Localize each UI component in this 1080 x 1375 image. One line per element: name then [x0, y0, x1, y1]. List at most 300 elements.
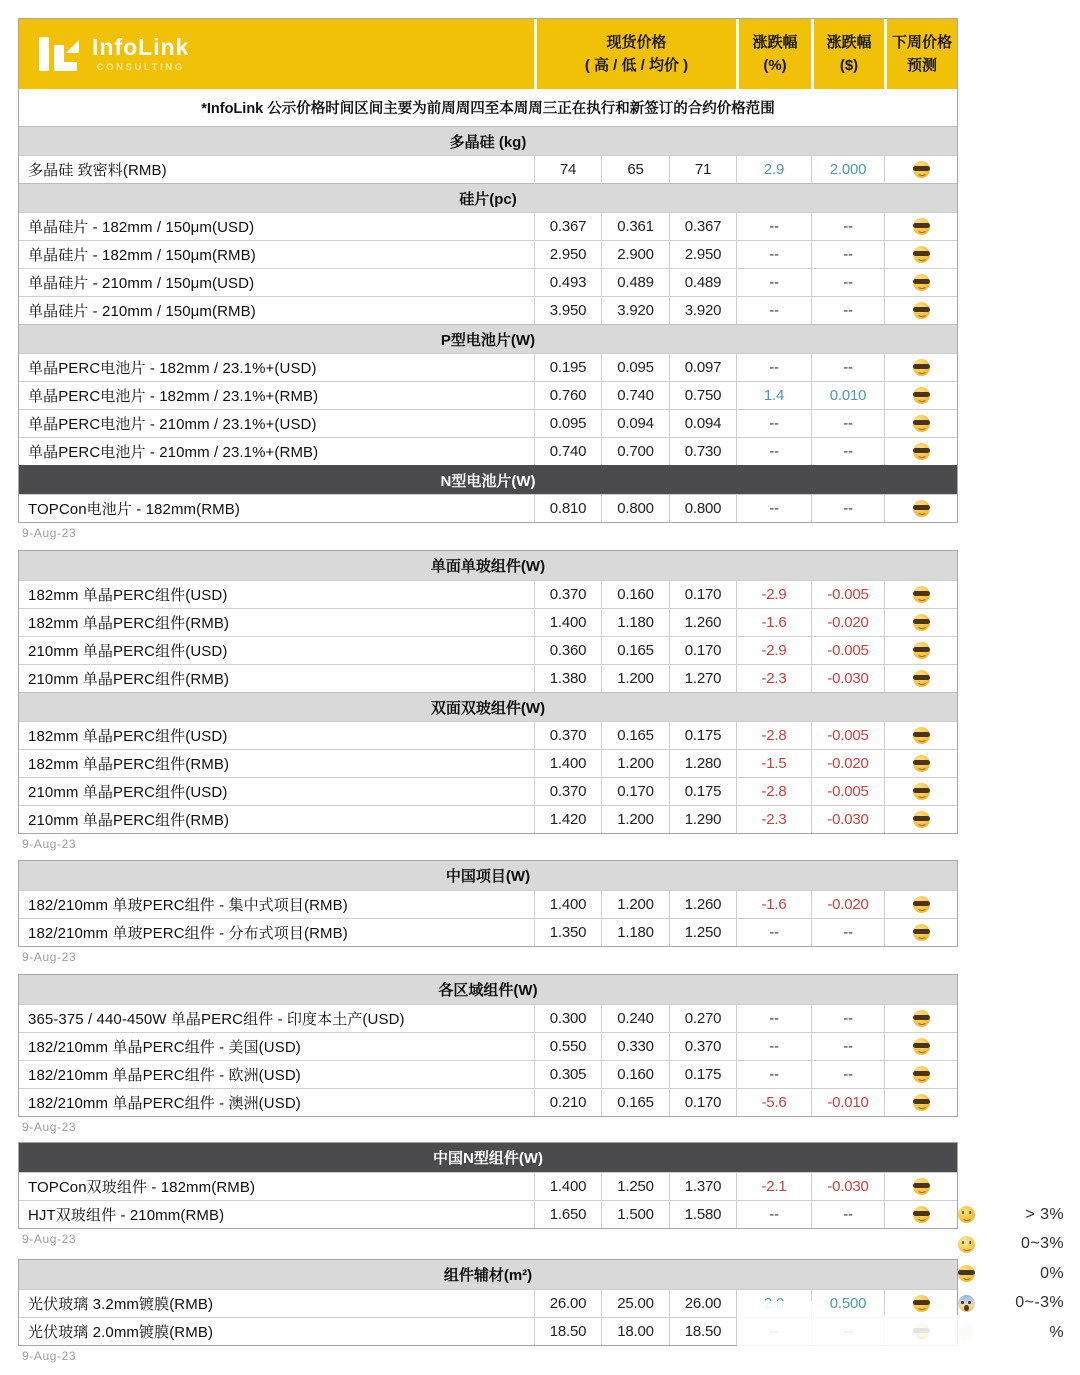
change-usd-cell: -- [811, 495, 884, 522]
change-usd-cell: -- [811, 213, 884, 240]
sunglasses-face-icon [913, 896, 930, 913]
change-usd-cell: -0.020 [811, 750, 884, 777]
price-high-cell: 2.950 [534, 241, 601, 268]
change-pct-cell: -- [736, 1005, 811, 1032]
forecast-cell [884, 1005, 957, 1032]
sunglasses-face-icon [913, 302, 930, 319]
change-usd-cell: -0.030 [811, 1173, 884, 1200]
price-low-cell: 0.330 [601, 1033, 669, 1060]
table-row [19, 1060, 957, 1088]
sunglasses-face-icon [913, 359, 930, 376]
table-row [19, 636, 957, 664]
table-row [19, 268, 957, 296]
price-avg-cell: 1.270 [669, 665, 736, 692]
price-avg-cell: 18.50 [669, 1318, 736, 1345]
legend-label: > 3% [1025, 1205, 1064, 1223]
price-avg-cell: 0.170 [669, 637, 736, 664]
sunglasses-face-icon [913, 1094, 930, 1111]
table-row [19, 353, 957, 381]
section-header: 组件辅材(m²) [19, 1260, 957, 1289]
product-label: 单晶PERC电池片 - 182mm / 23.1%+(USD) [28, 360, 317, 377]
sunglasses-face-icon [913, 783, 930, 800]
price-low-cell: 1.200 [601, 750, 669, 777]
sunglasses-face-icon [913, 727, 930, 744]
sunglasses-face-icon [913, 218, 930, 235]
price-low-cell: 2.900 [601, 241, 669, 268]
section-header: 单面单玻组件(W) [19, 551, 957, 580]
sunglasses-face-icon [913, 924, 930, 941]
price-high-cell: 18.50 [534, 1318, 601, 1345]
price-high-cell: 1.400 [534, 609, 601, 636]
table-row [19, 494, 957, 522]
price-low-cell: 1.180 [601, 609, 669, 636]
table-row [19, 1200, 957, 1228]
sunglasses-face-icon [913, 161, 930, 178]
price-avg-cell: 1.260 [669, 609, 736, 636]
white-overlay [737, 1301, 812, 1348]
forecast-sublabel: 预测 [906, 57, 937, 74]
forecast-cell [884, 1201, 957, 1228]
price-high-cell: 0.360 [534, 637, 601, 664]
product-label: 182mm 单晶PERC组件(USD) [28, 587, 228, 604]
infolink-logo [39, 35, 189, 73]
product-label: 单晶PERC电池片 - 210mm / 23.1%+(RMB) [28, 444, 319, 461]
change-usd-cell: -- [811, 1005, 884, 1032]
price-high-cell: 0.493 [534, 269, 601, 296]
price-avg-cell: 0.489 [669, 269, 736, 296]
price-high-cell: 0.195 [534, 354, 601, 381]
note-row: *InfoLink 公示价格时间区间主要为前周周四至本周周三正在执行和新签订的合约价格范围 [19, 89, 957, 126]
price-high-cell: 0.740 [534, 438, 601, 465]
module-price-table [18, 550, 958, 834]
change-pct-cell: -- [736, 1201, 811, 1228]
change-usd-unit: ($) [839, 57, 859, 74]
change-usd-cell: -0.030 [811, 806, 884, 833]
forecast-cell [884, 722, 957, 749]
date-watermark: 9-Aug-23 [22, 526, 77, 540]
change-pct-cell: -5.6 [736, 1089, 811, 1116]
forecast-cell [884, 297, 957, 324]
sunglasses-face-icon [913, 1066, 930, 1083]
change-pct-label: 涨跌幅 [752, 33, 798, 51]
change-pct-cell: -- [736, 241, 811, 268]
price-low-cell: 0.094 [601, 410, 669, 437]
brand-subtitle: CONSULTING [96, 61, 185, 73]
forecast-cell [884, 438, 957, 465]
product-label: 182/210mm 单晶PERC组件 - 澳洲(USD) [28, 1095, 301, 1112]
price-avg-cell: 0.800 [669, 495, 736, 522]
product-label: 光伏玻璃 3.2mm镀膜(RMB) [28, 1296, 214, 1313]
section-header: N型电池片(W) [19, 465, 957, 494]
change-usd-cell: -- [811, 297, 884, 324]
column-header-forecast [884, 19, 957, 89]
price-low-cell: 1.180 [601, 919, 669, 946]
table-row [19, 296, 957, 324]
price-high-cell: 0.300 [534, 1005, 601, 1032]
date-watermark: 9-Aug-23 [22, 950, 77, 964]
forecast-cell [884, 778, 957, 805]
table-row [19, 1032, 957, 1060]
table-row [19, 664, 957, 692]
section-header: 中国N型组件(W) [19, 1143, 957, 1172]
sunglasses-face-icon [913, 415, 930, 432]
price-sheet-content [18, 18, 958, 1372]
change-pct-cell: -- [736, 410, 811, 437]
price-high-cell: 74 [534, 156, 601, 183]
forecast-cell [884, 1089, 957, 1116]
sunglasses-face-icon [913, 1010, 930, 1027]
forecast-label: 下周价格 [891, 33, 952, 51]
price-low-cell: 0.095 [601, 354, 669, 381]
change-pct-unit: (%) [763, 57, 787, 74]
date-watermark: 9-Aug-23 [22, 837, 77, 851]
sunglasses-face-icon [913, 443, 930, 460]
table-row [19, 749, 957, 777]
price-avg-cell: 0.097 [669, 354, 736, 381]
price-avg-cell: 2.950 [669, 241, 736, 268]
table-row [19, 1289, 957, 1317]
table-row [19, 721, 957, 749]
price-high-cell: 3.950 [534, 297, 601, 324]
price-low-cell: 0.489 [601, 269, 669, 296]
table-row [19, 805, 957, 833]
spot-price-sublabel: ( 高 / 低 / 均价 ) [584, 57, 689, 74]
sunglasses-face-icon [913, 500, 930, 517]
change-pct-cell: -2.9 [736, 581, 811, 608]
product-label: 单晶硅片 - 182mm / 150μm(USD) [28, 219, 255, 236]
table-row [19, 608, 957, 636]
change-usd-cell: -- [811, 1201, 884, 1228]
price-avg-cell: 1.370 [669, 1173, 736, 1200]
product-label: 210mm 单晶PERC组件(USD) [28, 643, 228, 660]
change-usd-cell: -0.020 [811, 609, 884, 636]
price-avg-cell: 0.175 [669, 778, 736, 805]
price-high-cell: 0.370 [534, 581, 601, 608]
date-watermark: 9-Aug-23 [22, 1349, 77, 1363]
price-avg-cell: 3.920 [669, 297, 736, 324]
product-label: 182mm 单晶PERC组件(RMB) [28, 615, 230, 632]
price-low-cell: 1.250 [601, 1173, 669, 1200]
price-avg-cell: 1.250 [669, 919, 736, 946]
change-usd-cell: -- [811, 1033, 884, 1060]
change-usd-cell: -- [811, 410, 884, 437]
logo-text [92, 33, 190, 73]
price-avg-cell: 26.00 [669, 1290, 736, 1317]
forecast-cell [884, 1033, 957, 1060]
change-pct-cell: -2.9 [736, 637, 811, 664]
table-row [19, 381, 957, 409]
legend-item [958, 1259, 1064, 1289]
change-usd-cell: -- [811, 269, 884, 296]
price-low-cell: 18.00 [601, 1318, 669, 1345]
price-low-cell: 1.200 [601, 891, 669, 918]
product-label: 光伏玻璃 2.0mm镀膜(RMB) [28, 1324, 214, 1341]
change-usd-cell: -0.005 [811, 581, 884, 608]
change-usd-cell: -0.005 [811, 637, 884, 664]
product-label: 182/210mm 单玻PERC组件 - 集中式项目(RMB) [28, 897, 348, 914]
forecast-cell [884, 891, 957, 918]
product-label: 210mm 单晶PERC组件(USD) [28, 784, 228, 801]
table-row [19, 1088, 957, 1116]
legend-label: 0~-3% [1015, 1294, 1064, 1312]
price-high-cell: 1.380 [534, 665, 601, 692]
product-label: 210mm 单晶PERC组件(RMB) [28, 812, 230, 829]
date-watermark: 9-Aug-23 [22, 1232, 77, 1246]
sunglasses-face-icon [913, 246, 930, 263]
price-high-cell: 0.810 [534, 495, 601, 522]
sunglasses-face-icon [913, 586, 930, 603]
price-avg-cell: 0.094 [669, 410, 736, 437]
section-header: 各区域组件(W) [19, 975, 957, 1004]
price-avg-cell: 0.750 [669, 382, 736, 409]
price-high-cell: 1.650 [534, 1201, 601, 1228]
legend-item [958, 1200, 1064, 1230]
price-low-cell: 1.500 [601, 1201, 669, 1228]
change-usd-label: 涨跌幅 [826, 33, 872, 51]
forecast-cell [884, 354, 957, 381]
change-pct-cell: -1.6 [736, 891, 811, 918]
change-pct-cell: -- [736, 297, 811, 324]
table-row [19, 777, 957, 805]
change-pct-cell: -- [736, 213, 811, 240]
section-header: 中国项目(W) [19, 861, 957, 890]
price-low-cell: 0.740 [601, 382, 669, 409]
legend-item [958, 1289, 1064, 1319]
infolink-logo-icon [39, 35, 79, 73]
price-high-cell: 26.00 [534, 1290, 601, 1317]
forecast-cell [884, 241, 957, 268]
change-pct-cell: -2.3 [736, 665, 811, 692]
price-low-cell: 0.165 [601, 722, 669, 749]
forecast-cell [884, 213, 957, 240]
change-usd-cell: -- [811, 354, 884, 381]
price-low-cell: 0.160 [601, 581, 669, 608]
price-high-cell: 0.210 [534, 1089, 601, 1116]
section-header: 双面双玻组件(W) [19, 692, 957, 721]
table-row [19, 918, 957, 946]
china-ntype-table [18, 1142, 958, 1229]
table-row [19, 1172, 957, 1200]
section-header: 硅片(pc) [19, 183, 957, 212]
change-pct-cell: -1.6 [736, 609, 811, 636]
forecast-cell [884, 1061, 957, 1088]
forecast-cell [884, 382, 957, 409]
price-avg-cell: 0.367 [669, 213, 736, 240]
sunglasses-face-icon [913, 755, 930, 772]
price-low-cell: 65 [601, 156, 669, 183]
change-usd-cell: -0.010 [811, 1089, 884, 1116]
grin-face-icon [958, 1206, 975, 1223]
price-avg-cell: 0.175 [669, 722, 736, 749]
price-low-cell: 0.800 [601, 495, 669, 522]
smile-face-icon [958, 1236, 975, 1253]
price-high-cell: 1.400 [534, 1173, 601, 1200]
price-low-cell: 0.160 [601, 1061, 669, 1088]
forecast-cell [884, 806, 957, 833]
sunglasses-face-icon [913, 1295, 930, 1312]
price-high-cell: 0.550 [534, 1033, 601, 1060]
legend-item [958, 1230, 1064, 1260]
sunglasses-face-icon [913, 1178, 930, 1195]
price-low-cell: 0.170 [601, 778, 669, 805]
legend-label: 0% [1040, 1264, 1064, 1282]
product-label: 182/210mm 单晶PERC组件 - 美国(USD) [28, 1039, 301, 1056]
price-low-cell: 0.361 [601, 213, 669, 240]
header-brand-cell [19, 19, 534, 89]
change-pct-cell: -- [736, 1033, 811, 1060]
price-high-cell: 0.095 [534, 410, 601, 437]
column-header-change-pct [736, 19, 811, 89]
forecast-cell [884, 637, 957, 664]
table-row [19, 155, 957, 183]
change-pct-cell: -2.8 [736, 778, 811, 805]
change-pct-cell: -1.5 [736, 750, 811, 777]
main-price-table [18, 18, 958, 523]
change-usd-cell: -0.030 [811, 665, 884, 692]
change-pct-cell: -- [736, 354, 811, 381]
sunglasses-face-icon [913, 1038, 930, 1055]
table-row [19, 580, 957, 608]
forecast-cell [884, 750, 957, 777]
change-usd-cell: -- [811, 438, 884, 465]
change-usd-cell: -0.020 [811, 891, 884, 918]
spot-price-label: 现货价格 [606, 33, 667, 51]
change-usd-cell: 0.500 [811, 1290, 884, 1317]
white-overlay [812, 1315, 1043, 1348]
price-low-cell: 0.165 [601, 637, 669, 664]
price-high-cell: 0.760 [534, 382, 601, 409]
forecast-cell [884, 609, 957, 636]
product-label: 单晶PERC电池片 - 210mm / 23.1%+(USD) [28, 416, 317, 433]
sunglasses-face-icon [913, 811, 930, 828]
change-usd-cell: -0.005 [811, 778, 884, 805]
change-pct-cell: -2.8 [736, 722, 811, 749]
price-low-cell: 1.200 [601, 665, 669, 692]
price-avg-cell: 0.175 [669, 1061, 736, 1088]
sunglasses-face-icon [913, 387, 930, 404]
change-pct-cell: -- [736, 1061, 811, 1088]
product-label: HJT双玻组件 - 210mm(RMB) [28, 1207, 225, 1224]
price-high-cell: 0.370 [534, 722, 601, 749]
product-label: 182/210mm 单玻PERC组件 - 分布式项目(RMB) [28, 925, 348, 942]
price-avg-cell: 0.170 [669, 581, 736, 608]
price-high-cell: 1.350 [534, 919, 601, 946]
change-pct-cell: -- [736, 495, 811, 522]
product-label: 单晶硅片 - 210mm / 150μm(USD) [28, 275, 255, 292]
forecast-cell [884, 1290, 957, 1317]
forecast-cell [884, 156, 957, 183]
forecast-cell [884, 581, 957, 608]
product-label: 多晶硅 致密料(RMB) [28, 162, 167, 179]
sunglasses-face-icon [958, 1265, 975, 1282]
table-row [19, 240, 957, 268]
change-pct-cell: -- [736, 919, 811, 946]
column-header-change-usd [811, 19, 884, 89]
product-label: 210mm 单晶PERC组件(RMB) [28, 671, 230, 688]
price-low-cell: 3.920 [601, 297, 669, 324]
price-avg-cell: 71 [669, 156, 736, 183]
change-pct-cell: -2.1 [736, 1173, 811, 1200]
product-label: TOPCon双玻组件 - 182mm(RMB) [28, 1179, 256, 1196]
product-label: 单晶PERC电池片 - 182mm / 23.1%+(RMB) [28, 388, 319, 405]
price-high-cell: 1.400 [534, 891, 601, 918]
product-label: 365-375 / 440-450W 单晶PERC组件 - 印度本土产(USD) [28, 1011, 405, 1028]
price-low-cell: 0.165 [601, 1089, 669, 1116]
change-usd-cell: -- [811, 241, 884, 268]
table-row [19, 212, 957, 240]
price-high-cell: 1.400 [534, 750, 601, 777]
china-project-table [18, 860, 958, 947]
brand-name: InfoLink [92, 33, 190, 60]
forecast-cell [884, 410, 957, 437]
product-label: 单晶硅片 - 210mm / 150μm(RMB) [28, 303, 256, 320]
price-low-cell: 1.200 [601, 806, 669, 833]
change-pct-cell: 2.9 [736, 156, 811, 183]
product-label: 182/210mm 单晶PERC组件 - 欧洲(USD) [28, 1067, 301, 1084]
price-low-cell: 25.00 [601, 1290, 669, 1317]
change-usd-cell: -- [811, 1061, 884, 1088]
column-header-spot-price [534, 19, 736, 89]
regional-module-table [18, 974, 958, 1117]
price-high-cell: 1.420 [534, 806, 601, 833]
price-high-cell: 0.370 [534, 778, 601, 805]
change-pct-cell: 1.4 [736, 382, 811, 409]
forecast-cell [884, 495, 957, 522]
sunglasses-face-icon [913, 642, 930, 659]
product-label: TOPCon电池片 - 182mm(RMB) [28, 501, 240, 518]
change-usd-cell: -- [811, 919, 884, 946]
section-header: P型电池片(W) [19, 324, 957, 353]
change-usd-cell: -0.005 [811, 722, 884, 749]
forecast-cell [884, 1173, 957, 1200]
table-row [19, 890, 957, 918]
product-label: 182mm 单晶PERC组件(RMB) [28, 756, 230, 773]
change-usd-cell: 2.000 [811, 156, 884, 183]
price-high-cell: 0.367 [534, 213, 601, 240]
table-header [19, 19, 957, 89]
price-avg-cell: 1.580 [669, 1201, 736, 1228]
table-row [19, 409, 957, 437]
forecast-cell [884, 919, 957, 946]
forecast-cell [884, 269, 957, 296]
change-pct-cell: -- [736, 269, 811, 296]
price-avg-cell: 0.730 [669, 438, 736, 465]
sunglasses-face-icon [913, 614, 930, 631]
price-avg-cell: 1.280 [669, 750, 736, 777]
table-row [19, 437, 957, 465]
price-high-cell: 0.305 [534, 1061, 601, 1088]
price-avg-cell: 0.270 [669, 1005, 736, 1032]
sunglasses-face-icon [913, 670, 930, 687]
legend-label: % [1049, 1323, 1064, 1341]
price-low-cell: 0.700 [601, 438, 669, 465]
change-pct-cell: -2.3 [736, 806, 811, 833]
change-usd-cell: 0.010 [811, 382, 884, 409]
price-avg-cell: 0.370 [669, 1033, 736, 1060]
sunglasses-face-icon [913, 1206, 930, 1223]
price-avg-cell: 1.260 [669, 891, 736, 918]
price-low-cell: 0.240 [601, 1005, 669, 1032]
forecast-cell [884, 665, 957, 692]
scream-face-icon [958, 1295, 975, 1312]
date-watermark: 9-Aug-23 [22, 1120, 77, 1134]
product-label: 182mm 单晶PERC组件(USD) [28, 728, 228, 745]
sunglasses-face-icon [913, 274, 930, 291]
change-pct-cell: -- [736, 438, 811, 465]
legend-label: 0~3% [1021, 1235, 1064, 1253]
price-avg-cell: 1.290 [669, 806, 736, 833]
section-header: 多晶硅 (kg) [19, 126, 957, 155]
